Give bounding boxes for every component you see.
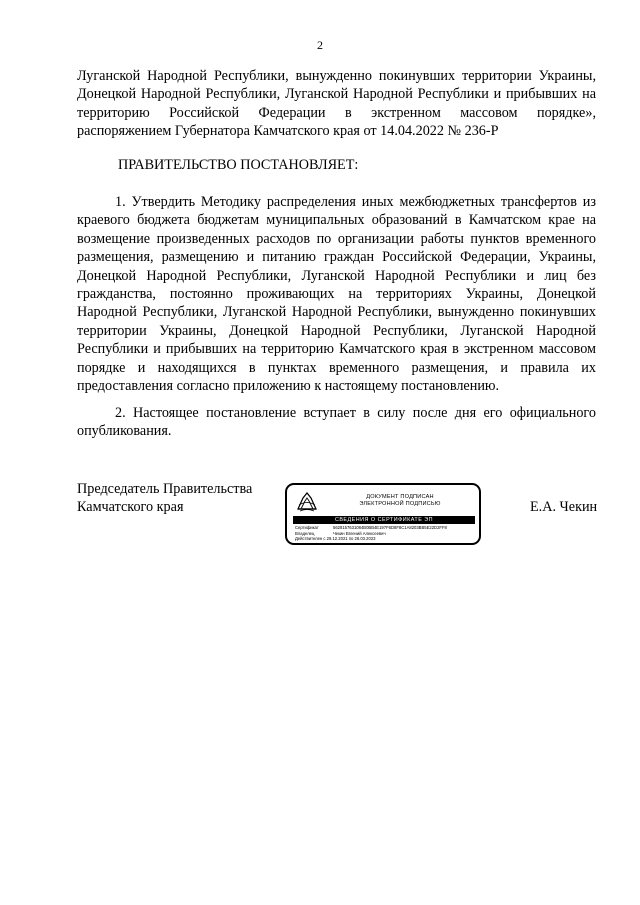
decree-item-2: 2. Настоящее постановление вступает в силу после дня его официального опубликования. (77, 405, 596, 440)
intro-paragraph: Луганской Народной Республики, вынужденно покинувших территории Украины, Донецкой Народной Республики, Луганской Народной Республики и прибывших на территорию Российской Федерации в экстренном массовом порядке», распоряжением Губернатора Камчатского края от 14.04.2022 № 236-Р (77, 68, 596, 140)
signatory-title (77, 480, 252, 517)
stamp-title-line-2: ЭЛЕКТРОННОЙ ПОДПИСЬЮ (359, 501, 441, 507)
stamp-row-value: Чекин Евгений Алексеевич (333, 530, 386, 536)
signatory-title-line-1: Председатель Правительства (77, 481, 253, 497)
decree-item-1: 1. Утвердить Методику распределения иных межбюджетных трансфертов из краевого бюджета бюджетам муниципальных образований в Камчатском крае на возмещение произведенных расходов по организации работы пунктов временного размещения, размещению и питанию граждан Российской Федерации, Украины, Донецкой Народной Республики, Луганской Народной Республики и лиц без гражданства, постоянно проживающих на территориях Украины, Донецкой Народной Республики, Луганской Народной Республики, вынужденно покинувших территории Украины, Донецкой Народной Республики, Луганской Народной Республики и прибывших на территорию Камчатского края в экстренном массовом порядке и находящихся в пунктах временного размещения, и правила их предоставления согласно приложению к настоящему постановлению. (77, 194, 596, 395)
stamp-row-key: Владелец (295, 530, 315, 536)
stamp-title (325, 494, 475, 508)
electronic-signature-stamp (285, 483, 481, 545)
stamp-row-value: 5628157631084B0BB4E197F6D8F8C1A8203BB5E22D2FF8 (333, 525, 447, 530)
stamp-certificate-details (295, 525, 475, 542)
page-number: 2 (317, 38, 323, 52)
stamp-certificate-bar: СВЕДЕНИЯ О СЕРТИФИКАТЕ ЭП (293, 516, 475, 524)
decree-heading: ПРАВИТЕЛЬСТВО ПОСТАНОВЛЯЕТ: (118, 157, 359, 173)
stamp-row-key: Сертификат (295, 525, 319, 530)
stamp-title-line-1: ДОКУМЕНТ ПОДПИСАН (366, 494, 434, 500)
signatory-title-line-2: Камчатского края (77, 499, 184, 516)
coat-of-arms-icon (295, 489, 319, 513)
signer-name: Е.А. Чекин (530, 499, 598, 515)
stamp-row-key: Действителен с 29.12.2021 по 28.03.2023 (295, 536, 376, 542)
stamp-row-validity (295, 536, 475, 542)
